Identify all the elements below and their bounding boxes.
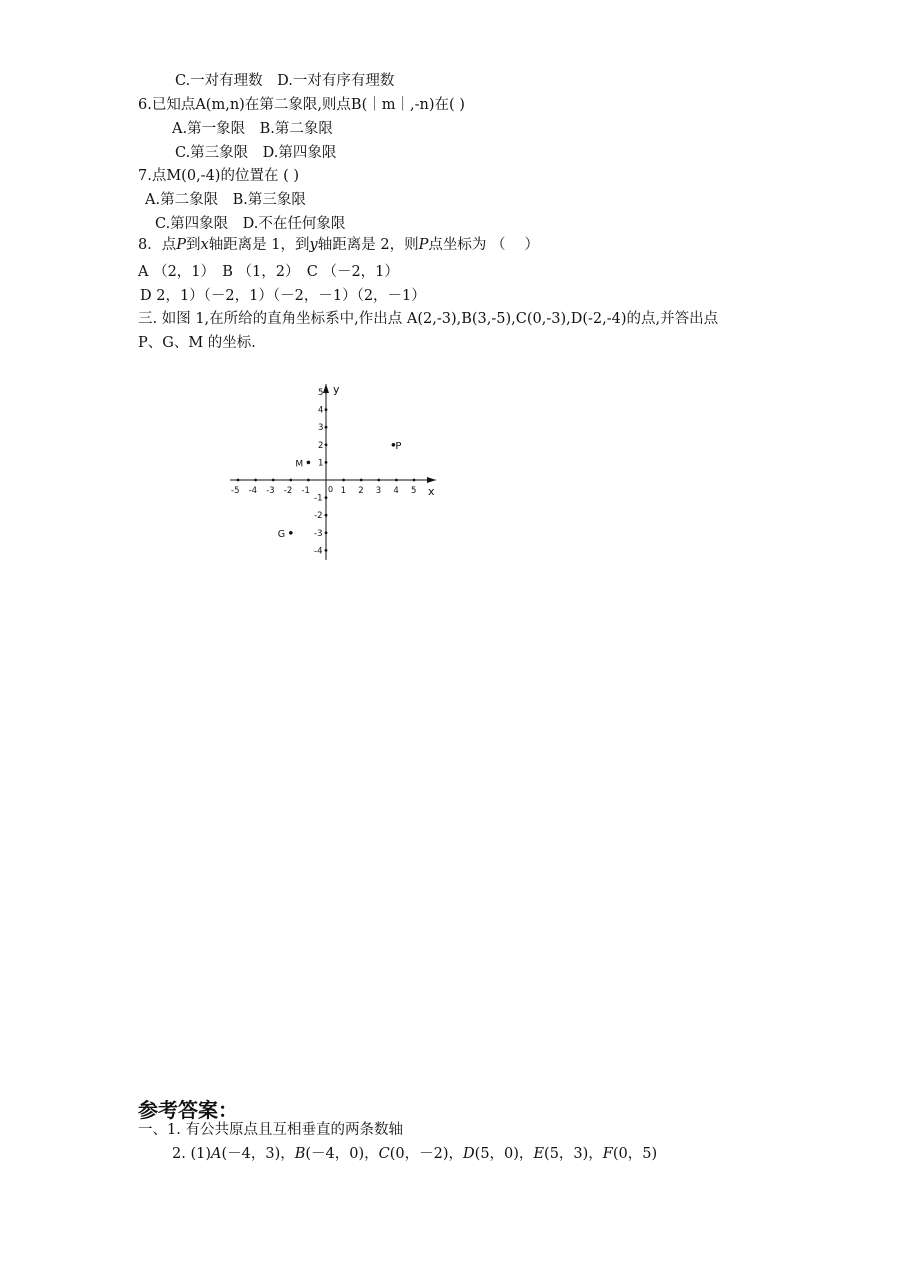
answer-point-d: D — [463, 1146, 475, 1162]
x-tick-mark — [237, 479, 240, 482]
q8-text-d: 轴距离是 2，则 — [317, 237, 419, 253]
x-tick-label: -3 — [266, 486, 275, 496]
y-tick-mark — [325, 391, 328, 394]
x-tick-mark — [254, 479, 257, 482]
x-tick-mark — [342, 479, 345, 482]
section-3-line-2: P、G、M 的坐标. — [138, 335, 256, 351]
y-tick-mark — [325, 408, 328, 411]
question-7-options-cd: C.第四象限 D.不在任何象限 — [155, 216, 346, 232]
x-tick-mark — [395, 479, 398, 482]
q8-text-e: 点坐标为 （ ） — [428, 237, 540, 253]
point-label-m: M — [295, 459, 304, 470]
q8-text-b: 到 — [186, 237, 201, 253]
q8-var-y: y — [309, 237, 318, 253]
y-tick-label: 2 — [318, 440, 324, 451]
origin-label: 0 — [328, 485, 334, 494]
answer-point-a: A — [210, 1146, 222, 1162]
question-7-stem: 7.点M(0,-4)的位置在 ( ) — [138, 168, 299, 184]
answer-coords-e: (5，3)， — [544, 1146, 603, 1162]
q8-var-p: P — [176, 237, 186, 253]
point-m — [307, 461, 311, 465]
y-tick-mark — [325, 531, 328, 534]
x-tick-mark — [377, 479, 380, 482]
x-tick-mark — [272, 479, 275, 482]
question-5-options-cd: C.一对有理数 D.一对有序有理数 — [175, 73, 395, 89]
question-8-options-abc: A （2，1） B （1，2） C （－2，1） — [138, 264, 399, 280]
q8-text-a: 8．点 — [138, 237, 177, 253]
point-label-g: G — [277, 528, 286, 540]
y-tick-label: 5 — [318, 388, 324, 398]
section-3-line-1: 三. 如图 1,在所给的直角坐标系中,作出点 A(2,-3),B(3,-5),C(0,-3),D(-2,-4)的点,并答出点 — [138, 311, 719, 327]
question-8-options-d: D 2，1）（－2，1）（－2，－1）（2，－1） — [140, 288, 426, 304]
y-tick-mark — [325, 426, 328, 429]
answer-point-e: E — [533, 1146, 545, 1162]
answer-title: 参考答案： — [138, 1098, 238, 1122]
point-label-p: P — [395, 440, 402, 452]
answer-line-1: 一、1. 有公共原点且互相垂直的两条数轴 — [138, 1122, 403, 1138]
x-tick-label: 2 — [358, 486, 364, 496]
q8-text-c: 轴距离是 1，到 — [208, 237, 310, 253]
x-tick-label: 4 — [393, 486, 399, 496]
y-tick-label: -1 — [314, 493, 323, 504]
x-tick-label: -4 — [248, 486, 258, 496]
x-tick-label: -2 — [283, 486, 293, 496]
x-tick-label: -1 — [301, 486, 310, 496]
answer-point-b: B — [294, 1146, 306, 1162]
question-7-options-ab: A.第二象限 B.第三象限 — [145, 192, 306, 208]
y-tick-label: 4 — [318, 405, 324, 416]
y-tick-label: 1 — [318, 458, 324, 469]
answer-coords-a: (－4，3)， — [221, 1146, 295, 1162]
x-tick-mark — [307, 479, 310, 482]
answer-coords-d: (5，0)， — [474, 1146, 534, 1162]
answer-coords-b: (－4，0)， — [305, 1146, 379, 1162]
q8-var-x: x — [200, 237, 209, 253]
answer-coords-f: (0，5) — [612, 1146, 658, 1162]
q8-var-p2: P — [418, 237, 429, 253]
y-tick-mark — [325, 514, 328, 517]
y-tick-label: -2 — [314, 511, 323, 522]
x-tick-mark — [413, 479, 416, 482]
y-tick-mark — [325, 443, 328, 446]
answer-line-2 — [172, 1145, 657, 1163]
answer-coords-c: (0，－2)， — [389, 1146, 464, 1162]
y-tick-mark — [325, 549, 328, 552]
y-axis-label: y — [333, 383, 340, 396]
answer-point-c: C — [378, 1146, 390, 1162]
x-tick-label: 1 — [340, 486, 347, 496]
x-tick-label: 5 — [411, 486, 417, 496]
x-tick-label: 3 — [375, 486, 382, 496]
coordinate-figure — [222, 378, 452, 568]
question-6-options-ab: A.第一象限 B.第二象限 — [172, 121, 333, 137]
x-tick-mark — [360, 479, 363, 482]
x-axis-label: x — [428, 485, 435, 498]
question-6-stem: 6.已知点A(m,n)在第二象限,则点B(｜m｜,-n)在( ) — [138, 97, 465, 113]
y-tick-mark — [325, 461, 328, 464]
x-tick-label: -5 — [231, 486, 240, 496]
y-tick-mark — [325, 496, 328, 499]
question-8-stem — [138, 236, 539, 254]
y-tick-label: -3 — [314, 528, 323, 539]
answer-2-prefix: 2. (1) — [172, 1146, 211, 1162]
y-tick-label: 3 — [318, 423, 324, 434]
answer-point-f: F — [602, 1146, 613, 1162]
question-6-options-cd: C.第三象限 D.第四象限 — [175, 145, 337, 161]
x-tick-mark — [289, 479, 292, 482]
x-axis-arrow — [427, 477, 436, 483]
point-g — [289, 531, 293, 535]
y-tick-label: -4 — [314, 546, 323, 557]
